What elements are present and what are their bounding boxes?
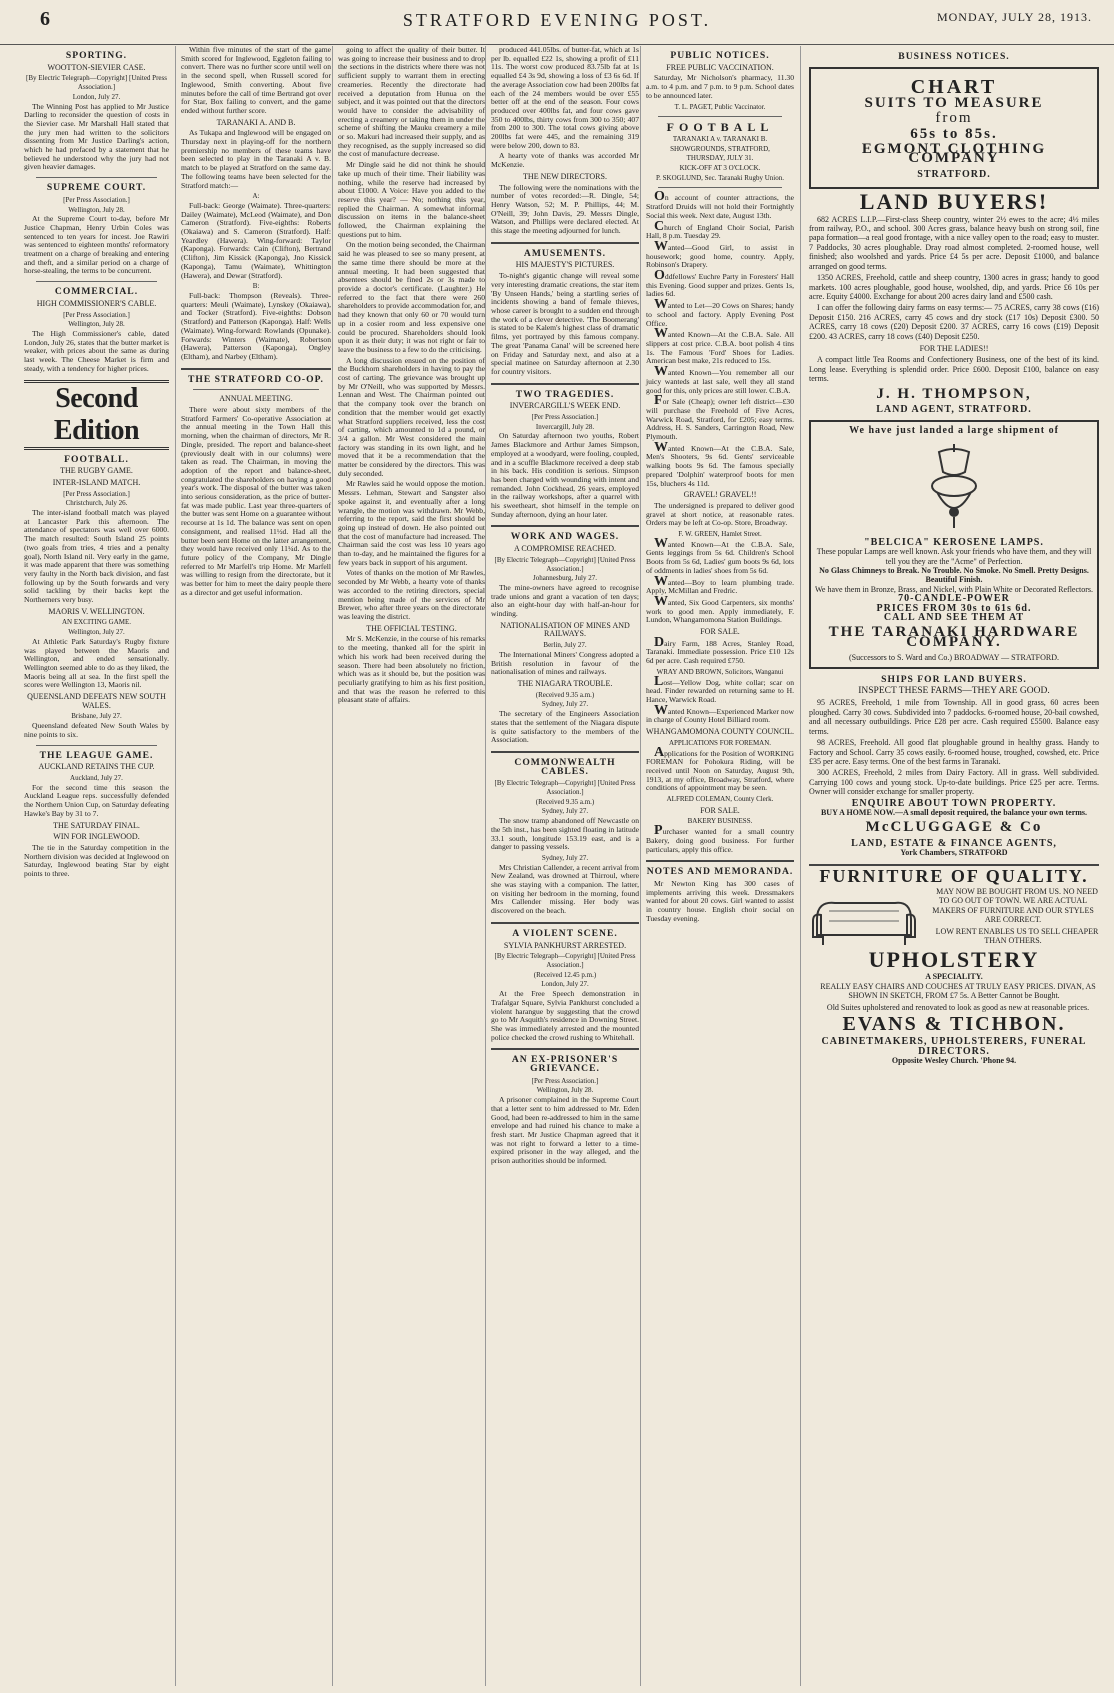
ad-line: A SPECIALITY. bbox=[925, 972, 983, 982]
article-body: Within five minutes of the start of the game Smith scored for Inglewood, Eggleton failing to convert. There was no further score until well on in the second spell, when Russell scored for Inglewood, Smith converting. About five minutes before the call of time Bertrand got over for Star, Box failing to convert, and the game ended without further score. bbox=[181, 46, 331, 115]
ad-body: 1350 ACRES, Freehold, cattle and sheep country, 1300 acres in grass; handy to good markets. 100 acres ploughable, good house, woolshed, dip, and yards. Price £6 10s per acre. Equity £4000. Exchange for about 200 acres dairy land and £500 cash. bbox=[809, 273, 1099, 301]
section-heading-cables: COMMONWEALTH CABLES. bbox=[514, 756, 616, 777]
article-body: As Tukapa and Inglewood will be engaged on Thursday next in playing-off for the northern premiership no members of these teams have been selected to play in the Taranaki A v. B. match to be played at Stratford on the same day. The following teams have been selected for the Stratford match:— bbox=[181, 128, 331, 190]
team-list: Full-back: Thompson (Reveals). Three-quarters: Meuli (Waimate), Lynskey (Okaiawa), and Tocker (Stratford). Five-eighths: Dobson (Stratford) and Patterson (Kaponga). Half: Wells (Waimate). Wing-forward: Rowlands (Opunake). Forwards: Winters (Waimate), Robertson (Hawera), Patterson (Kaponga), Ongley (Eltham), and Narbey (Eltham). bbox=[181, 290, 331, 361]
ad-signature: McCLUGGAGE & Co bbox=[865, 819, 1043, 836]
section-heading-business-notices: BUSINESS NOTICES. bbox=[898, 51, 1010, 62]
article-received: (Received 9.35 a.m.) bbox=[535, 690, 595, 699]
article-dateline: Sydney, July 27. bbox=[541, 853, 589, 862]
notice-title: GRAVEL! GRAVEL!! bbox=[683, 490, 757, 500]
article-source: [By Electric Telegraph—Copyright] [United Press Association.] bbox=[494, 779, 636, 797]
article-body: The High Commissioner's cable, dated London, July 26, states that the butter market is weaker, with prices about the same as during last week. The Cheese Market is firm and steady, with a tendency for higher prices. bbox=[24, 328, 169, 373]
article-dateline: Invercargill, July 28. bbox=[535, 422, 595, 431]
article-body: The International Miners' Congress adopted a British resolution in favour of the nationalisation of mines and railways. bbox=[491, 649, 639, 677]
notice-signature: T. L. PAGET, Public Vaccinator. bbox=[674, 102, 766, 111]
section-heading-supreme-court: SUPREME COURT. bbox=[46, 182, 147, 194]
notice-body: Saturday, Mr Nicholson's pharmacy, 11.30 a.m. to 4 p.m. and 7 p.m. to 9 p.m. School dates to be announced later. bbox=[646, 73, 794, 100]
article-dateline: Wellington, July 28. bbox=[536, 1086, 594, 1095]
notice: Oddfellows' Euchre Party in Foresters' Hall this Evening. Good supper and prizes. Gents 1s, ladies 6d. bbox=[646, 268, 794, 299]
article-subtitle: AN EXCITING GAME. bbox=[61, 618, 132, 627]
section-heading-sporting: SPORTING. bbox=[65, 50, 128, 61]
notice-line: SHOWGROUNDS, STRATFORD, bbox=[670, 144, 770, 153]
column-4 bbox=[485, 46, 644, 1686]
notice: Church of England Choir Social, Parish Hall, 8 p.m. Tuesday 29. bbox=[646, 218, 794, 241]
notice-line: TARANAKI A v. TARANAKI B. bbox=[672, 134, 768, 143]
article-body: A prisoner complained in the Supreme Court that a letter sent to him addressed to Mr. Eden Good, had been re-addressed to him in the same envelope and had ruined his chance to make a fresh start. Mr Justice Chapman agreed that it was not right to forward a letter to a time-expired prisoner in the way alleged, and the prison authorities should be informed. bbox=[491, 1095, 639, 1166]
section-heading-coop: THE STRATFORD CO-OP. bbox=[188, 373, 324, 385]
section-heading-commercial: COMMERCIAL. bbox=[54, 286, 139, 298]
ad-body: 95 ACRES, Freehold, 1 mile from Township. All in good grass, 60 acres been ploughed. Carry 30 cows. Subdivided into 7 paddocks. 6-roomed house, 20-bail cowshed, and all necessary outbuildings. Price £28 per acre. Cash required £5500. Balance easy terms. bbox=[809, 698, 1099, 736]
article-subtitle: WIN FOR INGLEWOOD. bbox=[53, 832, 140, 842]
article-body: Mr Rawles said he would oppose the motion. Messrs. Lehman, Stewart and Sangster also spoke against it, and eventually after a long wrangle, the motion was withdrawn. Mr Webb, referring to the report, said the first should be going up instead of down. He also pointed out that the cost of manufacture had increased. The Chairman said the cost was less 10 years ago than to-day, and he maintained the figures for a few years back in support of his argument. bbox=[338, 479, 485, 567]
ad-signature: CABINETMAKERS, UPHOLSTERERS, FUNERAL DIRECTORS. bbox=[821, 1036, 1087, 1057]
egmont-clothing-ad bbox=[809, 67, 1099, 189]
article-title: A COMPROMISE REACHED. bbox=[513, 544, 616, 554]
notice-body: The undersigned is prepared to deliver good gravel at short notice, at reasonable rates. Orders may be left at Co-op. Store, Broadway. bbox=[646, 500, 794, 528]
ad-line: 65s to 85s. bbox=[910, 125, 998, 142]
article-body: Queensland defeated New South Wales by nine points to six. bbox=[24, 721, 169, 739]
ad-signature: EVANS & TICHBON. bbox=[842, 1013, 1066, 1035]
article-title: HIGH COMMISSIONER'S CABLE. bbox=[36, 298, 157, 308]
article-body: produced 441.05lbs. of butter-fat, which at 1s per lb. equalled £22 1s, showing a profit of £11 11s. The worst cow produced 83.75lb fat at 1s equalled £4 3s 9d, showing a loss of £3 6s 6d. If the average Association cow had been 200lbs fat each of the 24 members would be over £55 better off at the end of the season. Four cows produced over 400lbs fat, and four cows gave 350 to 400lbs, thirty cows from 300 to 350; 407 from 200 to 300. The total cows giving above 200lbs fat were 445, and the remaining 319 were below 200, down to 83. bbox=[491, 46, 639, 150]
ad-body: MAY NOW BE BOUGHT FROM US. NO NEED TO GO OUT OF TOWN. WE ARE ACTUAL MAKERS OF FURNITURE AND OUR STYLES ARE CORRECT. bbox=[932, 886, 1098, 925]
ad-line: BUY A HOME NOW.—A small deposit required, the balance your own terms. bbox=[820, 807, 1088, 817]
article-dateline: Wellington, July 28. bbox=[68, 205, 125, 214]
article-title: SYLVIA PANKHURST ARRESTED. bbox=[503, 940, 627, 950]
notice-line: THURSDAY, JULY 31. bbox=[686, 154, 754, 163]
article-body: The secretary of the Engineers Association states that the settlement of the Niagara dispute is quite satisfactory to the members of the Association. bbox=[491, 709, 639, 745]
article-body: going to affect the quality of their butter. It was going to increase their business and to drop the sections in the districts where there was not sufficient supply to warrant them in erecting creameries. Recently the directorate had received a deputation from Hunua on the subject, and it was pointed out that the directors would have to consider the advisability of erecting a creamery or taking them in under the scheme of shifting the Mauku creamery a mile or so. Makuri had increased their supply, and as they recognised, as the supply increased so did the cost of manufacture decrease. bbox=[338, 46, 485, 159]
article-body: There were about sixty members of the Stratford Farmers' Co-operative Association at the annual meeting in the Town Hall this morning, when the chairman of directors, Mr R. Dingle, presided. The report and balance-sheet (previously dealt with in our columns) were taken as read. The Chairman, in moving the adoption of the report and balance-sheet, congratulated the shareholders on having a good year's work. The disposal of the butter was taken into serious consideration, as the price of butter-fat was made public. Last year three-quarters of the butter was sent Home on a guarantee without recourse at 1s 1d. The balance was sent on open consignment, and realised 11½d. Had all the butter been sent Home on the latter arrangement, they would have received only 11¼d. As to the future policy of the Company, Mr Dingle referred to Mr Marfell's trip Home. Mr Marfell was willing to resign from the directorate, but it was better for him to meet the dairy people there as a director and get useful information. bbox=[181, 405, 331, 597]
ad-body: 300 ACRES, Freehold, 2 miles from Dairy Factory. All in grass. Well subdivided. Carrying 100 cows and young stock. Up-to-date buildings. Price £25 per acre. Terms. Owner will consider exchange for smaller property. bbox=[809, 768, 1099, 797]
notice: Wanted—Boy to learn plumbing trade. Apply, McMillan and Fredric. bbox=[646, 573, 794, 596]
ad-signature: York Chambers, STRATFORD bbox=[900, 848, 1008, 858]
notice: Wanted Known—You remember all our juicy wanteds at last sale, well they all stand good for this, only prices are still lower. C.B.A. bbox=[646, 364, 794, 395]
column-5 bbox=[640, 46, 799, 1686]
article-body: A hearty vote of thanks was accorded Mr McKenzie. bbox=[491, 151, 639, 170]
article-kicker: THE RUGBY GAME. bbox=[60, 466, 133, 476]
team-heading: A: bbox=[252, 192, 260, 201]
ad-subtitle: FOR THE LADIES!! bbox=[919, 343, 989, 353]
ad-signature: J. H. THOMPSON, bbox=[876, 385, 1032, 402]
article-dateline: Berlin, July 27. bbox=[543, 641, 587, 650]
section-heading-football: FOOTBALL. bbox=[64, 453, 129, 465]
article-dateline: London, July 27. bbox=[541, 980, 589, 989]
article-body: On the motion being seconded, the Chairman said he was pleased to see so many present, at the same time there should be more at the annual meeting. It had been suggested that absentees should be fined 2s or 3s made to provide a doctor's certificate. (Laughter.) He referred to the fact that there were 260 shareholders to provide accommodation for, and had they known that only 60 or 70 would turn up in a cosier room and less expensive one could be procured. Shareholders should look upon it as their duty; it was not right or fair to leave the business to a few to do the criticising. bbox=[338, 240, 485, 354]
divider bbox=[491, 922, 639, 924]
section-heading-work-wages: WORK AND WAGES. bbox=[510, 531, 620, 543]
team-list: Full-back: George (Waimate). Three-quarters: Dailey (Waimate), McLeod (Waimate), and Don Cameron (Stratford). Five-eighths: Roberts (Okaiawa) and S. Cameron (Stratford). Half: Yeardley (Hawera). Wing-forward: Taylor (Kaponga). Forwards: Cain (Clifton), Bertrand (Clifton), Jim Kissick (Kaponga), Jno Kissick (Kaponga), Tamu (Waimate), Whittington (Hawera), and Dewar (Stratford). bbox=[181, 200, 331, 280]
notice-subtitle: APPLICATIONS FOR FOREMAN. bbox=[668, 738, 772, 747]
masthead bbox=[0, 0, 1114, 45]
ad-line: These popular Lamps are well known. Ask your friends who have them, and they will tell you they are the "Acme" of Perfection. bbox=[816, 547, 1092, 566]
ad-line: CALL AND SEE THEM AT bbox=[883, 612, 1025, 624]
article-title: ANNUAL MEETING. bbox=[219, 394, 293, 404]
article-body: For the second time this season the Auckland League reps. successfully defended the Northern Union Cup, on Saturday defeating Hawke's Bay by 31 to 7. bbox=[24, 782, 169, 818]
section-heading-public-notices: PUBLIC NOTICES. bbox=[670, 50, 770, 61]
article-body: The tie in the Saturday competition in the Northern division was decided at Inglewood on Saturday, Inglewood beating Star by eight points to three. bbox=[24, 842, 169, 879]
issue-date: MONDAY, JULY 28, 1913. bbox=[936, 10, 1092, 24]
ad-company: THE TARANAKI HARDWARE COMPANY. bbox=[828, 624, 1080, 650]
ad-line: ENQUIRE ABOUT TOWN PROPERTY. bbox=[851, 797, 1057, 809]
article-dateline: Christchurch, July 26. bbox=[65, 499, 128, 508]
notice-title: FOR SALE. bbox=[700, 805, 740, 815]
notice-line: KICK-OFF AT 3 O'CLOCK. bbox=[679, 164, 761, 173]
article-body: At the Free Speech demonstration in Trafalgar Square, Sylvia Pankhurst concluded a violent harangue by suggesting that the crowd go to Mr Asquith's residence in Downing Street. She was immediately arrested and the mounted police checked the crowd rushing to Whitehall. bbox=[491, 989, 639, 1042]
ad-line: No Glass Chimneys to Break. No Trouble. No Smoke. No Smell. Pretty Designs. Beautiful Finish. bbox=[819, 566, 1089, 585]
article-source: [Per Press Association.] bbox=[531, 413, 599, 422]
ad-heading: SHIPS FOR LAND BUYERS. bbox=[881, 673, 1027, 685]
article-body: The Winning Post has applied to Mr Justice Darling to reconsider the question of costs in the Sievier case. Mr Marshall Hall stated that the jury men had written to the solicitors dissenting from Mr Justice Darling's action, which he had prefaced by a statement that he believed he understood why the jury had not given heavier damages. bbox=[24, 101, 169, 172]
article-title: TARANAKI A. AND B. bbox=[216, 117, 296, 127]
divider bbox=[491, 751, 639, 753]
article-title: QUEENSLAND DEFEATS NEW SOUTH WALES. bbox=[27, 692, 166, 710]
article-body: At the Supreme Court to-day, before Mr Justice Chapman, Henry Urbin Coles was sentenced to ten years for incest. Joe Rawiri was sentenced to eighteen months' reformatory treatment on a charge of breaking and entering and theft, and a similar period on a charge of horse-stealing, the terms to be concurrent. bbox=[24, 214, 169, 276]
ad-body: LOW RENT ENABLES US TO SELL CHEAPER THAN OTHERS. bbox=[935, 926, 1099, 945]
ad-line: We have just landed a large shipment of bbox=[849, 425, 1059, 437]
ad-signature: Opposite Wesley Church. 'Phone 94. bbox=[891, 1056, 1017, 1066]
article-body: The mine-owners have agreed to recognise trade unions and grant a vacation of ten days; also an eight-hour day with half-an-hour for winding. bbox=[491, 582, 639, 619]
ad-line: PRICES FROM 30s to 61s 6d. bbox=[876, 602, 1032, 614]
notice-title: FOOTBALL bbox=[666, 120, 774, 135]
notes-body: Mr Newton King has 300 cases of implements arriving this week. Dressmakers wanted for about 20 cows. Girl wanted to assist in country house. English choir social on Tuesday evening. bbox=[646, 878, 794, 923]
article-title: MAORIS V. WELLINGTON. bbox=[48, 606, 145, 616]
ad-signature: LAND, ESTATE & FINANCE AGENTS, bbox=[851, 837, 1057, 849]
article-source: [By Electric Telegraph—Copyright] [United Press Association.] bbox=[26, 74, 167, 92]
ad-body: REALLY EASY CHAIRS AND COUCHES AT TRULY EASY PRICES. DIVAN, AS SHOWN IN SKETCH, FROM £7 5s. A Better Cannot be Bought. bbox=[820, 981, 1096, 1001]
section-heading-violent-scene: A VIOLENT SCENE. bbox=[512, 927, 618, 939]
article-body: Mr Dingle said he did not think he should take up much of their time. Their liability was nothing, while the reserve had increased by about £1000. A Voice: Have you added to the reserve this year? — No; nothing this year, replied the Chairman. A somewhat informal discussion on items in the balance-sheet followed, the Chairman explaining the questions put to him. bbox=[338, 160, 485, 239]
article-title: THE OFFICIAL TESTING. bbox=[366, 623, 457, 633]
article-source: [By Electric Telegraph—Copyright] [United Press Association.] bbox=[494, 952, 636, 969]
ad-line: SUITS TO MEASURE bbox=[864, 94, 1044, 111]
divider bbox=[36, 281, 157, 282]
ad-line: CHART bbox=[910, 76, 998, 99]
divider bbox=[658, 187, 782, 188]
page-number: 6 bbox=[40, 8, 50, 30]
divider bbox=[491, 242, 639, 244]
kerosene-lamp-ad bbox=[809, 420, 1099, 668]
ad-body: 98 ACRES, Freehold. All good flat ploughable ground in healthy grass. Handy to Factory and School. Carry 35 cows easily. 6-roomed house, troughed, cowshed, etc. Price £35 per acre. Easy terms. One of the best farms in Taranaki. bbox=[809, 738, 1099, 766]
article-body: Mr S. McKenzie, in the course of his remarks to the meeting, thanked all for the spirit in which his work had been received during the season. There had been absolutely no friction, which was as it should be, but the position was peculiarly gratifying to him as his first position, and that was the reason he referred to this pleasant state of affairs. bbox=[338, 634, 485, 705]
section-heading-league: THE LEAGUE GAME. bbox=[39, 749, 154, 761]
article-dateline: Johannesburg, July 27. bbox=[532, 574, 598, 583]
article-body: Mrs Christian Callender, a recent arrival from New Zealand, was drowned at Thirroul, where she was staying with a companion. The latter, on visiting her bedroom in the morning, found Mrs Callender missing. Her body was discovered on the beach. bbox=[491, 862, 639, 916]
article-received: (Received 12.45 p.m.) bbox=[533, 970, 597, 979]
column-2 bbox=[175, 46, 336, 1686]
article-source: [Per Press Association.] bbox=[63, 489, 130, 498]
divider bbox=[491, 383, 639, 385]
column-6-advertisements bbox=[800, 46, 1107, 1686]
article-title: INTER-ISLAND MATCH. bbox=[52, 477, 141, 487]
article-received: (Received 9.35 a.m.) bbox=[535, 797, 595, 806]
notice-body: Applications for the Position of WORKING FOREMAN for Pohokura Riding, will be received until Noon on Saturday, August 9th, 1913, at my office, Broadway, Stratford, where conditions of appointment may be seen. bbox=[646, 744, 794, 793]
team-heading: B: bbox=[252, 282, 260, 291]
notice: Wanted Known—At the C.B.A. Sale. All slippers at cost price. C.B.A. boot polish 4 tins 1s. The Famous 'Ford' Shoes for Ladies. American best make, 21s reduced to 15s. bbox=[646, 326, 794, 366]
article-body: The snow tramp abandoned off Newcastle on the 5th inst., has been sighted floating in latitude 33.1 south, longitude 153.19 east, and is a danger to passing vessels. bbox=[491, 816, 639, 852]
ad-subtitle: INSPECT THESE FARMS—THEY ARE GOOD. bbox=[858, 686, 1050, 697]
second-edition-banner: Second Edition bbox=[24, 380, 169, 450]
article-body: To-night's gigantic change will reveal some very interesting dramatic creations, the star item 'By Unseen Hands,' being a startling series of incidents showing a band of female thieves, whose career is brought to a sudden end through the work of a clever detective. 'The Boomerang' is stated to be Kalem's highest class of dramatic films, yet portrayed by this famous company. The great 'Panama Canal' will be screened here on Friday and Saturday next, and also at a special matinee on Saturday afternoon at 2.30 for country visitors. bbox=[491, 271, 639, 376]
ad-line: "BELCICA" KEROSENE LAMPS. bbox=[864, 536, 1044, 548]
notice-title: FOR SALE. bbox=[700, 627, 740, 637]
article-dateline: Wellington, July 27. bbox=[68, 628, 125, 637]
notice-title: FREE PUBLIC VACCINATION. bbox=[666, 62, 774, 72]
notice-signature: ALFRED COLEMAN, County Clerk. bbox=[666, 795, 774, 804]
divider bbox=[36, 745, 157, 746]
notice: Wanted, Six Good Carpenters, six months' work to good men. Apply immediately, F. Lundon, Whangamomona Station Buildings. bbox=[646, 593, 794, 625]
notice: Lost—Yellow Dog, white collar; scar on head. Finder rewarded on returning same to H. Hance, Warwick Road. bbox=[646, 673, 794, 704]
ad-line: STRATFORD. bbox=[917, 168, 991, 180]
ad-heading: UPHOLSTERY bbox=[868, 946, 1040, 972]
article-dateline: Brisbane, July 27. bbox=[71, 712, 122, 721]
article-title: HIS MAJESTY'S PICTURES. bbox=[515, 260, 615, 270]
ad-line: 70-CANDLE-POWER bbox=[898, 593, 1010, 605]
article-dateline: Wellington, July 28. bbox=[68, 320, 125, 329]
ad-body: I can offer the following dairy farms on easy terms:— 75 ACRES, carry 38 cows (£16) Deposit £150. 216 ACRES, carry 45 cows and dry stock (£17 10s) Deposit £300. 50 ACRES, carry 18 cows (£20) Deposit £200. 37 ACRES, carry 16 cows (£19) Deposit £200. 43 ACRES, carry 18 cows (£40) Deposit £250. bbox=[809, 303, 1099, 341]
ad-body: Old Suites upholstered and renovated to look as good as new at reasonable prices. bbox=[826, 1002, 1090, 1012]
article-source: [By Electric Telegraph—Copyright] [United Press Association.] bbox=[494, 555, 636, 573]
ad-line: (Successors to S. Ward and Co.) BROADWAY — STRATFORD. bbox=[849, 653, 1059, 663]
article-title: THE NIAGARA TROUBLE. bbox=[517, 679, 613, 688]
divider bbox=[193, 389, 319, 390]
article-title: THE SATURDAY FINAL. bbox=[53, 820, 140, 830]
ad-body: 682 ACRES L.I.P.—First-class Sheep country, winter 2½ ewes to the acre; 4½ miles from railway, P.O., and school. 300 Acres grass, balance heavy bush on strong soil, fine papa formation—a real good frontage, with a nice valley open to the road; easy to muster. 7 Paddocks, 30 acres ploughable. Dray road almost completed. 2-roomed house, well finished; also woolshed and yards. Price £4 5s per acre. Deposit £1000, and balance arranged on good terms. bbox=[809, 214, 1099, 271]
divider bbox=[658, 116, 782, 117]
section-heading-amusements: AMUSEMENTS. bbox=[523, 247, 607, 259]
kerosene-lamp-icon bbox=[919, 442, 989, 532]
section-heading-ex-prisoner: AN EX-PRISONER'S GRIEVANCE. bbox=[511, 1054, 619, 1075]
article-source: [Per Press Association.] bbox=[63, 195, 130, 204]
ad-body: A compact little Tea Rooms and Confectionery Business, one of the best of its kind. Long lease. Everything is splendid order. Price £600. Deposit £100, balance on easy terms. bbox=[809, 355, 1099, 384]
divider bbox=[491, 1048, 639, 1050]
newspaper-title: STRATFORD EVENING POST. bbox=[402, 10, 712, 30]
notice: Wanted to Let—20 Cows on Shares; handy to school and factory. Apply Evening Post Office. bbox=[646, 297, 794, 328]
notice-signature: P. SKOGLUND, Sec. Taranaki Rugby Union. bbox=[656, 173, 784, 182]
notice: For Sale (Cheap); owner left district—£30 will purchase the Freehold of Five Acres, Warwick Road, Stratford, for £205; easy terms. Address, H. S. Sanders, Carrington Road, New Plymouth. bbox=[646, 393, 794, 442]
article-body: A long discussion ensued on the position of the Buckhorn shareholders in having to pay the cost of carting. The grievance was brought up by Mr O'Neill, who was supported by Messrs. Lennan and West. The Chairman pointed out that the company took over the branch on condition that the member would get exactly what Stratford suppliers received, less the cost of carting, which amounted to 1d a pound, or 3/4 a gallon. Mr West considered the main factory was standing in its own light, and he moved that it be a recommendation that the matter be considered by the directors. This was duly seconded. bbox=[338, 355, 485, 478]
notice-signature: WRAY AND BROWN, Solicitors, Wanganui bbox=[656, 667, 784, 676]
article-dateline: Sydney, July 27. bbox=[541, 700, 589, 709]
notice: Wanted Known—Experienced Marker now in charge of County Hotel Billiard room. bbox=[646, 702, 794, 725]
ad-company: EGMONT CLOTHING COMPANY bbox=[861, 141, 1047, 167]
article-dateline: London, July 27. bbox=[72, 92, 121, 101]
ad-line: We have them in Bronze, Brass, and Nickel, with Plain White or Decorated Reflectors. bbox=[815, 584, 1094, 594]
divider bbox=[181, 368, 331, 370]
notice-body: Purchaser wanted for a small country Bakery, doing good business. For further particulars, apply this office. bbox=[646, 823, 794, 854]
notice: On account of counter attractions, the Stratford Druids will not hold their Fortnightly Social this week. Next date, August 13th. bbox=[646, 189, 794, 220]
ad-signature: LAND AGENT, STRATFORD. bbox=[876, 403, 1032, 415]
notice-signature: F. W. GREEN, Hamlet Street. bbox=[678, 530, 762, 539]
section-heading-tragedies: TWO TRAGEDIES. bbox=[515, 388, 615, 400]
divider bbox=[646, 860, 794, 862]
notice: Wanted—Good Girl, to assist in housework; good home, country. Apply, Robinson's Drapery. bbox=[646, 238, 794, 270]
furniture-ad-title: FURNITURE OF QUALITY. bbox=[819, 865, 1089, 886]
article-dateline: Sydney, July 27. bbox=[541, 807, 589, 816]
column-1 bbox=[24, 46, 174, 1686]
divider bbox=[36, 177, 157, 178]
article-body: Votes of thanks on the motion of Mr Rawles, seconded by Mr Webb, a hearty vote of thanks was accorded to the retiring directors, special mention being made of the services of Mr Brewer, who after three years on the directorate was leaving the district. bbox=[338, 568, 485, 621]
article-title: NATIONALISATION OF MINES AND RAILWAYS. bbox=[500, 620, 630, 639]
notice: Wanted Known—At the C.B.A. Sale, Gents leggings from 5s 6d. Children's School Boots from 5s 6d, Ladies' gum boots 9s 6d, lots of oddments in ladies' shoes from 5s 6d. bbox=[646, 535, 794, 575]
notice-subtitle: BAKERY BUSINESS. bbox=[687, 817, 753, 826]
article-source: [Per Press Association.] bbox=[531, 1076, 599, 1085]
article-source: [Per Press Association.] bbox=[63, 310, 130, 319]
article-title: WOOTTON-SIEVIER CASE. bbox=[47, 62, 146, 72]
ad-line: from bbox=[935, 110, 973, 127]
notice-body: Dairy Farm, 188 Acres, Stanley Road, Taranaki. Immediate possession. Price £10 12s 6d per acre. Cash required £750. bbox=[646, 634, 794, 666]
article-title: INVERCARGILL'S WEEK END. bbox=[509, 401, 621, 411]
notice-title: WHANGAMOMONA COUNTY COUNCIL. bbox=[646, 727, 794, 737]
article-title: THE NEW DIRECTORS. bbox=[523, 171, 607, 181]
article-body: At Athletic Park Saturday's Rugby fixture was played between the Maoris and Wellington, and ended sensationally. Wellington seemed able to do as they liked, the Maoris being all at sea. In the first spell the scores were Wellington 13, Maoris nil. bbox=[24, 636, 169, 690]
article-body: The following were the nominations with the number of votes recorded:—R. Dingle, 54; Henry Watson, 52; M. P. Phillips, 44; M. O'Neill, 39; John Davis, 29. Messrs Dingle, Watson, and Phillips were declared elected. At this stage the meeting adjourned for lunch. bbox=[491, 182, 639, 236]
divider bbox=[491, 525, 639, 527]
article-title: AUCKLAND RETAINS THE CUP. bbox=[38, 762, 155, 772]
article-body: The inter-island football match was played at Lancaster Park this afternoon. The attendance of spectators was well over 6000. The match resulted: South Island 25 points (two goals from tries, 4 tries and a penalty goal), North Island nil. Very early in the game, it was made apparent that there was something very faulty in the North back division, and fast following up by the South forwards and very solid tackling by their backs kept the Northerners very busy. bbox=[24, 508, 169, 605]
article-body: On Saturday afternoon two youths, Robert James Blackmore and Arthur James Simpson, employed at a woodyard, were fooling, coupled, and in a scuffle Blackmore received a deep stab in his back. His condition is serious. Simpson has been charged with wounding with intent and remanded. John Cockhead, 26 years, employed in the railway workshops, after a quarrel with his sweetheart, shot himself in the temple on Sunday afternoon, dying an hour later. bbox=[491, 431, 639, 519]
article-dateline: Auckland, July 27. bbox=[70, 774, 123, 782]
column-3 bbox=[332, 46, 490, 1686]
divan-sofa-icon bbox=[809, 891, 919, 951]
notice: Wanted Known—At the C.B.A. Sale, Men's Shooters, 9s 6d. Gents' serviceable walking boots 9s 6d. The famous specially prepared 'Dolphin' waterproof boots for men 15s, bluchers 4s 11d. bbox=[646, 439, 794, 488]
section-heading-notes: NOTES AND MEMORANDA. bbox=[646, 866, 794, 878]
land-buyers-title: LAND BUYERS! bbox=[859, 189, 1049, 215]
